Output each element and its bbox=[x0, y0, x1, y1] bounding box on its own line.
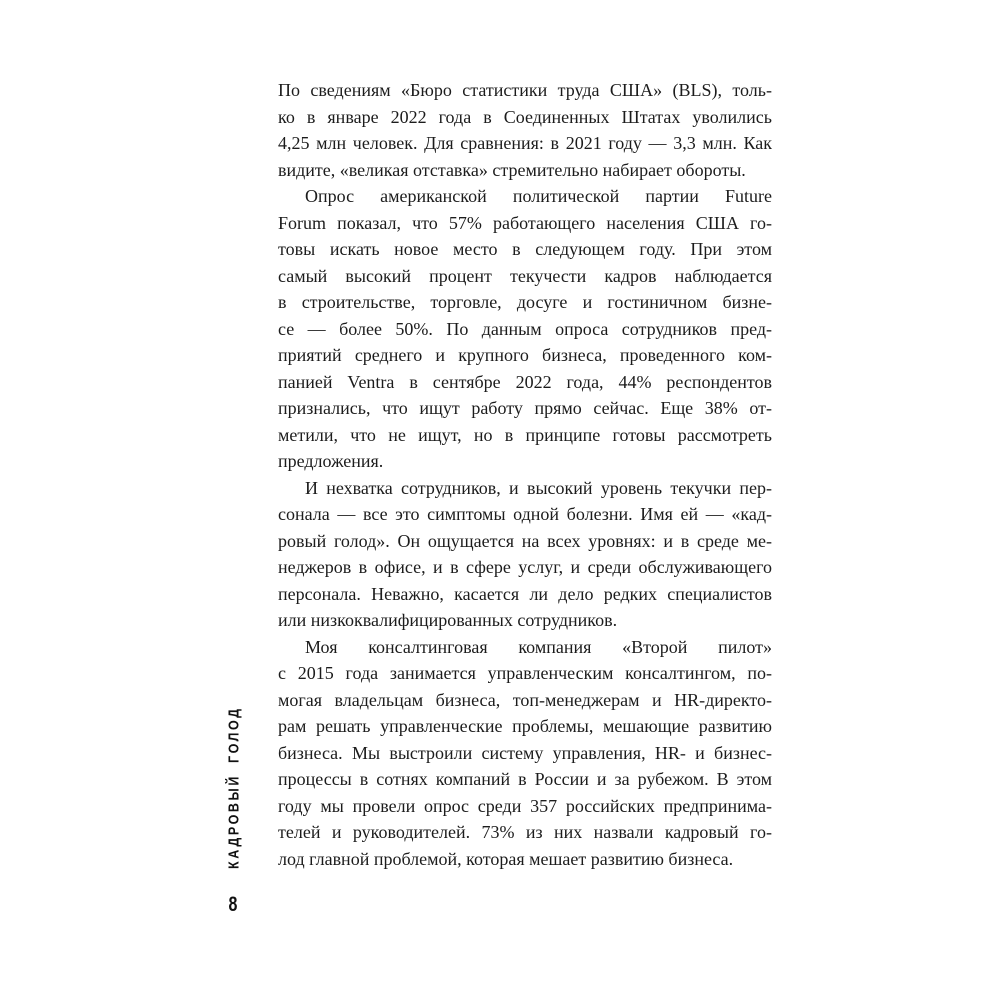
text-line: самый высокий процент текучести кадров наблюдается bbox=[278, 265, 772, 286]
text-line: товы искать новое место в следующем году. При этом bbox=[278, 239, 772, 259]
text-line: ровый голод». Он ощущается на всех уровнях: и в среде ме- bbox=[278, 530, 772, 551]
text-line: телей и руководителей. 73% из них назвали кадровый го- bbox=[278, 822, 772, 842]
text-line: персонала. Неважно, касается ли дело редких специалистов bbox=[278, 583, 772, 604]
page-number: 8 bbox=[228, 893, 238, 917]
text-line: ко в январе 2022 года в Соединенных Штатах уволились bbox=[278, 106, 772, 127]
text-line: По сведениям «Бюро статистики труда США» (BLS), толь- bbox=[278, 80, 772, 100]
text-line: панией Ventra в сентябре 2022 года, 44% респондентов bbox=[278, 371, 772, 392]
text-line: признались, что ищут работу прямо сейчас. Еще 38% от- bbox=[278, 398, 772, 418]
text-line: неджеров в офисе, и в сфере услуг, и среди обслуживающего bbox=[278, 557, 772, 577]
text-line: бизнеса. Мы выстроили систему управления, HR- и бизнес- bbox=[278, 742, 772, 763]
text-line: году мы провели опрос среди 357 российских предпринима- bbox=[278, 795, 772, 816]
text-line: рам решать управленческие проблемы, мешающие развитию bbox=[278, 716, 772, 736]
text-line: предложения. bbox=[278, 451, 384, 471]
text-line: Forum показал, что 57% работающего населения США го- bbox=[278, 212, 772, 233]
text-line: Опрос американской политической партии Future bbox=[305, 186, 772, 206]
text-line: сонала — все это симптомы одной болезни. Имя ей — «кад- bbox=[278, 504, 772, 524]
text-line: процессы в сотнях компаний в России и за рубежом. В этом bbox=[278, 769, 772, 789]
body-text bbox=[278, 77, 772, 872]
text-line: Моя консалтинговая компания «Второй пилот» bbox=[305, 636, 772, 657]
text-line: лод главной проблемой, которая мешает развитию бизнеса. bbox=[278, 848, 734, 869]
text-line: видите, «великая отставка» стремительно набирает обороты. bbox=[278, 159, 746, 180]
spine-title: КАДРОВЫЙ ГОЛОД bbox=[226, 706, 243, 869]
text-line: могая владельцам бизнеса, топ-менеджерам и HR-директо- bbox=[278, 689, 772, 710]
text-line: в строительстве, торговле, досуге и гостиничном бизне- bbox=[278, 292, 772, 312]
text-line: приятий среднего и крупного бизнеса, проведенного ком- bbox=[278, 345, 772, 365]
text-line: И нехватка сотрудников, и высокий уровень текучки пер- bbox=[305, 477, 772, 498]
text-line: с 2015 года занимается управленческим консалтингом, по- bbox=[278, 663, 772, 683]
text-line: или низкоквалифицированных сотрудников. bbox=[278, 610, 618, 630]
text-line: метили, что не ищут, но в принципе готовы рассмотреть bbox=[278, 424, 772, 445]
text-line: се — более 50%. По данным опроса сотрудников пред- bbox=[278, 318, 772, 339]
text-line: 4,25 млн человек. Для сравнения: в 2021 году — 3,3 млн. Как bbox=[278, 133, 772, 153]
